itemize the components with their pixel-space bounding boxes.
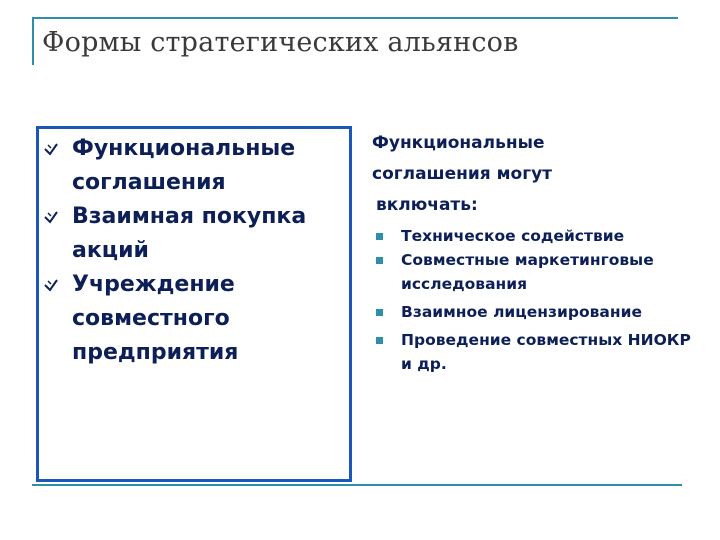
right-intro [372,128,692,221]
list-item [372,224,692,248]
list-item-label: Совместные маркетинговые исследования [401,251,654,293]
list-item-label: Учреждение совместного предприятия [72,272,239,365]
list-item [372,300,692,324]
list-item-label: Функциональные соглашения [72,136,296,195]
diamond-check-icon [44,210,58,224]
list-item [372,248,692,296]
list-item-label: Техническое содействие [401,227,625,245]
right-bullet-list [372,224,692,376]
list-item-label: Взаимное лицензирование [401,303,642,321]
square-bullet-icon [376,309,383,316]
square-bullet-icon [376,257,383,264]
title-top-rule [32,17,678,19]
square-bullet-icon [376,337,383,344]
list-item-label: Проведение совместных НИОКР и др. [401,331,691,373]
intro-line: включать: [376,195,478,215]
intro-line: Функциональные [372,133,545,153]
list-item [44,268,344,370]
left-bullet-list [44,132,344,370]
list-item [44,132,344,200]
title-left-rule [32,17,34,65]
slide-title: Формы стратегических альянсов [42,27,519,58]
list-item [372,328,692,376]
list-item [44,200,344,268]
diamond-check-icon [44,142,58,156]
bottom-rule [32,484,682,486]
diamond-check-icon [44,278,58,292]
intro-line: соглашения могут [372,164,553,184]
square-bullet-icon [376,233,383,240]
list-item-label: Взаимная покупка акций [72,204,307,263]
